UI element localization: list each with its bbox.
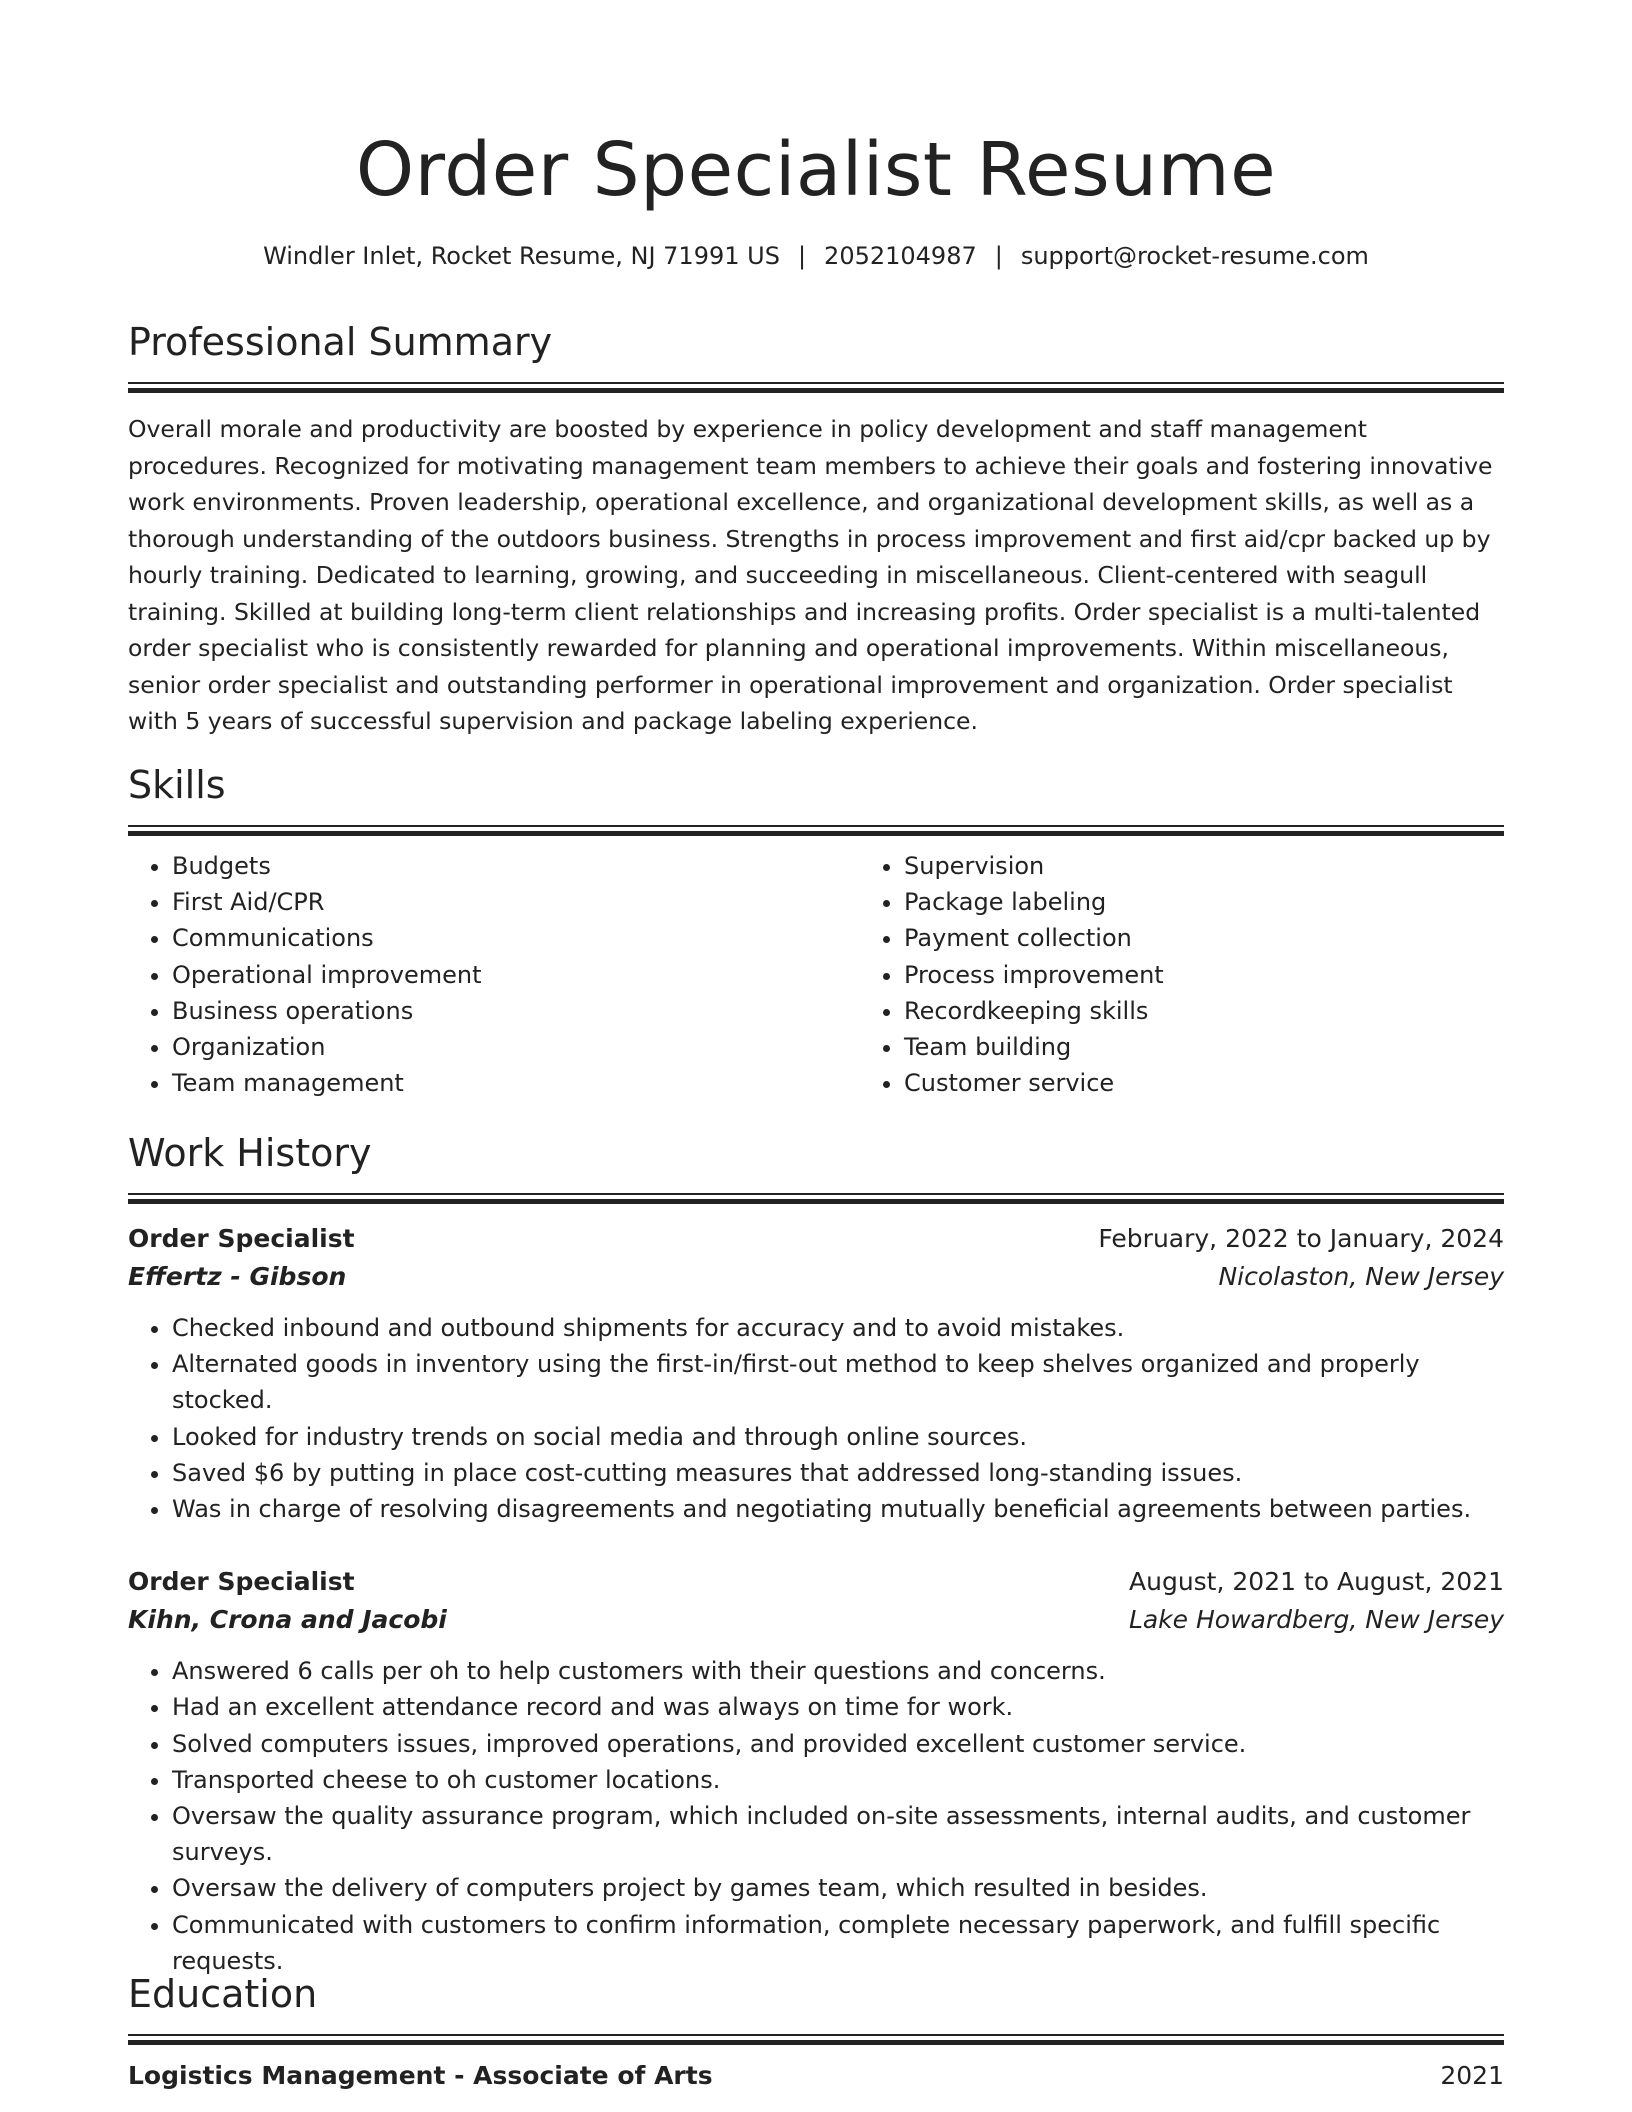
- contact-address: Windler Inlet, Rocket Resume, NJ 71991 US: [263, 242, 780, 270]
- section-heading-summary: Professional Summary: [128, 320, 553, 364]
- skill-item: • Recordkeeping skills: [904, 993, 1592, 1029]
- skill-item: • First Aid/CPR: [172, 884, 860, 920]
- section-summary: [128, 318, 1504, 740]
- skills-column-right: [860, 848, 1592, 1101]
- skills-grid: [128, 848, 1504, 1101]
- contact-separator: |: [797, 242, 807, 270]
- job-subheader: [128, 1601, 1504, 1639]
- section-heading-education: Education: [128, 1972, 318, 2016]
- contact-phone: 2052104987: [824, 242, 977, 270]
- skill-item: • Communications: [172, 920, 860, 956]
- job-company: Kihn, Crona and Jacobi: [128, 1605, 447, 1635]
- contact-email[interactable]: support@rocket-resume.com: [1020, 242, 1369, 270]
- duty-item: • Oversaw the delivery of computers project by games team, which resulted in besides.: [172, 1870, 1504, 1906]
- summary-text: Overall morale and productivity are boosted by experience in policy development and staff management procedures. Recognized for motivating management team members to achieve their goals and fostering innovative work environments. Proven leadership, operational excellence, and organizational development skills, as well as a thorough understanding of the outdoors business. Strengths in process improvement and first aid/cpr backed up by hourly training. Dedicated to learning, growing, and succeeding in miscellaneous. Client-centered with seagull training. Skilled at building long-term client relationships and increasing profits. Order specialist is a multi-talented order specialist who is consistently rewarded for planning and operational improvements. Within miscellaneous, senior order specialist and outstanding performer in operational improvement and organization. Order specialist with 5 years of successful supervision and package labeling experience.: [128, 415, 1493, 735]
- job-location: Lake Howardberg, New Jersey: [1128, 1605, 1504, 1635]
- duty-item: • Solved computers issues, improved operations, and provided excellent customer service.: [172, 1726, 1504, 1762]
- job-duties: [128, 1653, 1504, 1979]
- duty-item: • Alternated goods in inventory using the first-in/first-out method to keep shelves organized and properly stocked.: [172, 1346, 1504, 1418]
- skill-item: • Team management: [172, 1065, 860, 1101]
- contact-separator: |: [994, 242, 1003, 270]
- duty-item: • Oversaw the quality assurance program, which included on-site assessments, internal audits, and customer surveys.: [172, 1798, 1504, 1870]
- job-company: Effertz - Gibson: [128, 1262, 347, 1291]
- skill-item: • Process improvement: [904, 957, 1592, 993]
- section-divider: [128, 825, 1504, 836]
- skill-item: • Package labeling: [904, 884, 1592, 920]
- contact-line: [0, 240, 1632, 272]
- job-location: Nicolaston, New Jersey: [1218, 1262, 1504, 1291]
- skill-item: • Business operations: [172, 993, 860, 1029]
- skill-item: • Team building: [904, 1029, 1592, 1065]
- skills-column-left: [128, 848, 860, 1101]
- section-divider: [128, 2034, 1504, 2045]
- section-work-history: [128, 1129, 1504, 1979]
- skill-item: • Supervision: [904, 848, 1592, 884]
- duty-item: • Communicated with customers to confirm information, complete necessary paperwork, and fulfill specific requests.: [172, 1907, 1504, 1979]
- education-entry: [128, 2057, 1504, 2095]
- job-entry: [128, 1220, 1504, 1527]
- duty-item: • Transported cheese to oh customer locations.: [172, 1762, 1504, 1798]
- section-skills: [128, 761, 1504, 1101]
- job-header: [128, 1563, 1504, 1601]
- duty-item: • Checked inbound and outbound shipments for accuracy and to avoid mistakes.: [172, 1310, 1504, 1346]
- section-heading-skills: Skills: [128, 763, 226, 807]
- duty-item: • Answered 6 calls per oh to help customers with their questions and concerns.: [172, 1653, 1504, 1689]
- education-year: 2021: [1440, 2061, 1504, 2090]
- job-dates: February, 2022 to January, 2024: [1098, 1224, 1504, 1253]
- section-heading-work: Work History: [128, 1131, 372, 1175]
- skill-item: • Payment collection: [904, 920, 1592, 956]
- job-title: Order Specialist: [128, 1224, 355, 1253]
- job-entry: [128, 1563, 1504, 1979]
- duty-item: • Was in charge of resolving disagreements and negotiating mutually beneficial agreements between parties.: [172, 1491, 1504, 1527]
- skill-item: • Customer service: [904, 1065, 1592, 1101]
- duty-item: • Saved $6 by putting in place cost-cutting measures that addressed long-standing issues.: [172, 1455, 1504, 1491]
- skill-item: • Budgets: [172, 848, 860, 884]
- duty-item: • Had an excellent attendance record and was always on time for work.: [172, 1689, 1504, 1725]
- page-title: Order Specialist Resume: [355, 127, 1277, 213]
- duty-item: • Looked for industry trends on social media and through online sources.: [172, 1419, 1504, 1455]
- education-degree: Logistics Management - Associate of Arts: [128, 2061, 713, 2090]
- job-dates: August, 2021 to August, 2021: [1129, 1567, 1504, 1597]
- job-title: Order Specialist: [128, 1567, 355, 1597]
- section-divider: [128, 382, 1504, 393]
- section-education: [128, 1970, 1504, 2095]
- job-subheader: [128, 1258, 1504, 1296]
- skill-item: • Operational improvement: [172, 957, 860, 993]
- job-duties: [128, 1310, 1504, 1527]
- skill-item: • Organization: [172, 1029, 860, 1065]
- job-header: [128, 1220, 1504, 1258]
- section-divider: [128, 1193, 1504, 1204]
